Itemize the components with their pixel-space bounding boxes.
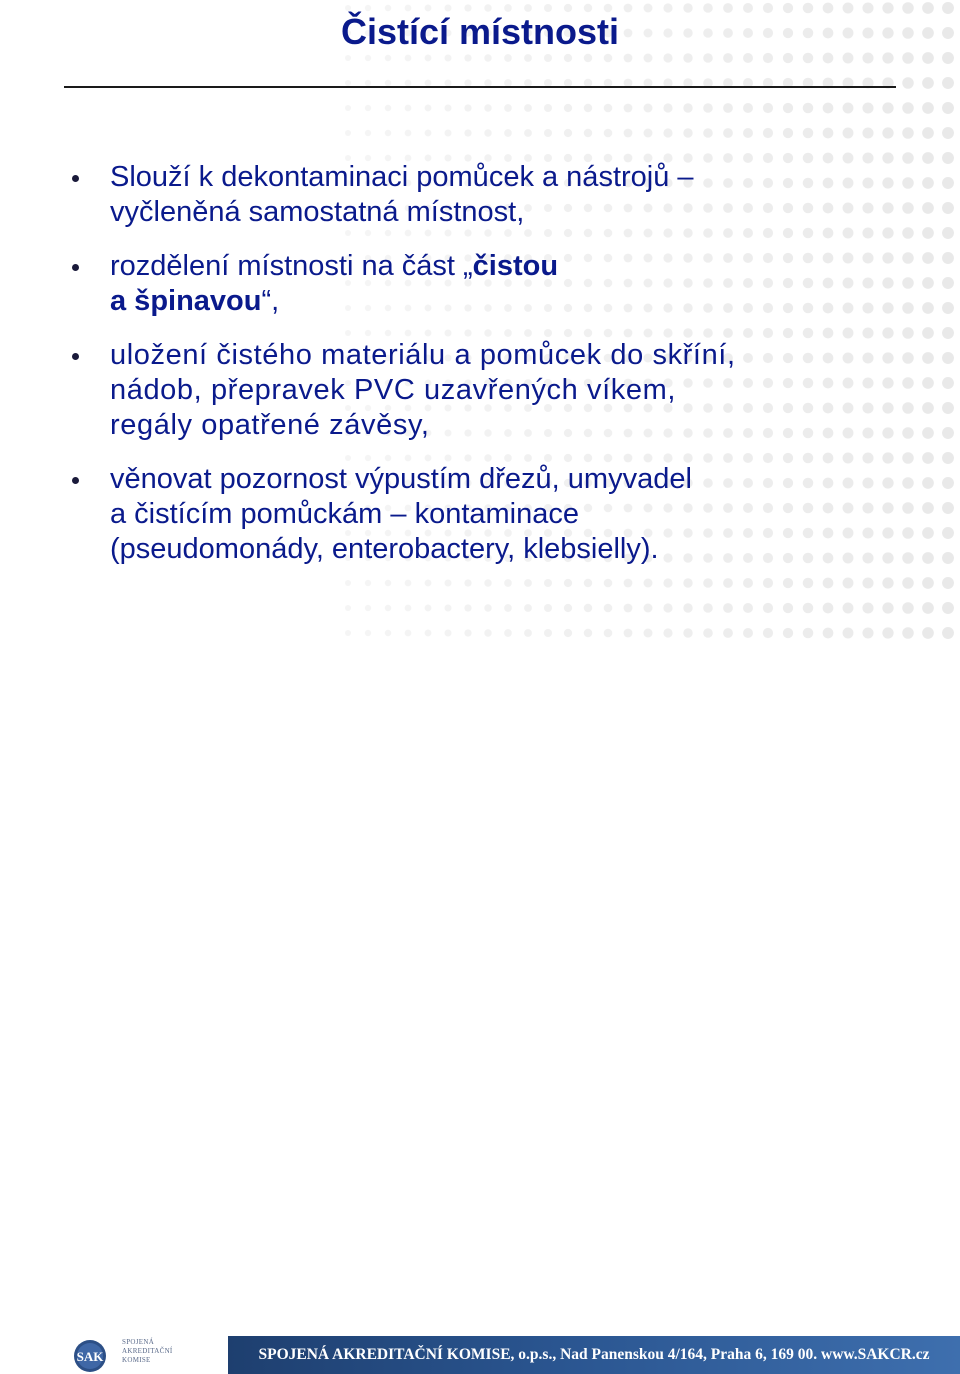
bullet-text: věnovat pozornost výpustím dřezů, umyvadel bbox=[110, 463, 692, 495]
background-dot bbox=[464, 104, 471, 111]
background-dot bbox=[444, 629, 451, 636]
background-dot bbox=[683, 128, 692, 137]
background-dot bbox=[942, 527, 954, 539]
background-dot bbox=[942, 177, 954, 189]
background-dot bbox=[703, 603, 713, 613]
background-dot bbox=[763, 628, 773, 638]
background-dot bbox=[942, 377, 954, 389]
background-dot bbox=[584, 129, 592, 137]
background-dot bbox=[803, 103, 814, 114]
background-dot bbox=[345, 105, 351, 111]
background-dot bbox=[942, 202, 954, 214]
background-dot bbox=[624, 104, 633, 113]
background-dot bbox=[624, 604, 633, 613]
background-dot bbox=[584, 629, 592, 637]
background-dot bbox=[942, 577, 954, 589]
background-dot bbox=[644, 629, 653, 638]
background-dot bbox=[524, 629, 532, 637]
bullet-line bbox=[110, 284, 942, 319]
background-dot bbox=[942, 227, 954, 239]
background-dot bbox=[902, 77, 914, 89]
background-dot bbox=[942, 302, 954, 314]
background-dot bbox=[783, 128, 793, 138]
background-dot bbox=[385, 630, 392, 637]
background-dot bbox=[922, 77, 934, 89]
background-dot bbox=[902, 102, 914, 114]
background-dot bbox=[683, 603, 692, 612]
background-dot bbox=[564, 129, 572, 137]
background-dot bbox=[683, 628, 692, 637]
bullet-text: rozdělení místnosti na část „ bbox=[110, 250, 473, 282]
background-dot bbox=[942, 552, 954, 564]
background-dot bbox=[882, 602, 893, 613]
background-dot bbox=[444, 604, 451, 611]
background-dot bbox=[922, 602, 934, 614]
background-dot bbox=[444, 104, 451, 111]
background-dot bbox=[942, 252, 954, 264]
background-dot bbox=[902, 127, 914, 139]
background-dot bbox=[604, 629, 613, 638]
background-dot bbox=[624, 129, 633, 138]
bullet-text: nádob, přepravek PVC uzavřených víkem, bbox=[110, 374, 677, 406]
background-dot bbox=[763, 603, 773, 613]
background-dot bbox=[843, 103, 854, 114]
background-dot bbox=[942, 102, 954, 114]
background-dot bbox=[444, 129, 451, 136]
background-dot bbox=[644, 129, 653, 138]
background-dot bbox=[385, 605, 392, 612]
bullet-line bbox=[110, 373, 942, 408]
background-dot bbox=[843, 628, 854, 639]
background-dot bbox=[703, 128, 713, 138]
background-dot bbox=[365, 605, 371, 611]
background-dot bbox=[743, 103, 753, 113]
bullet-line bbox=[110, 497, 942, 532]
background-dot bbox=[484, 129, 491, 136]
bullet-line bbox=[110, 195, 942, 230]
logo-caption bbox=[122, 1338, 173, 1365]
background-dot bbox=[663, 628, 672, 637]
background-dot bbox=[743, 603, 753, 613]
background-dot bbox=[544, 629, 552, 637]
background-dot bbox=[604, 604, 613, 613]
bullet-text-emphasis: a špinavou bbox=[110, 285, 262, 317]
footer-address: SPOJENÁ AKREDITAČNÍ KOMISE, o.p.s., Nad Panenskou 4/164, Praha 6, 169 00. www.SAKCR.cz bbox=[258, 1346, 930, 1363]
background-dot bbox=[484, 629, 491, 636]
background-dot bbox=[564, 604, 572, 612]
background-dot bbox=[365, 630, 371, 636]
background-dot bbox=[763, 128, 773, 138]
background-dot bbox=[683, 103, 692, 112]
bullet-dot bbox=[72, 477, 79, 484]
background-dot bbox=[942, 452, 954, 464]
background-dot bbox=[862, 627, 873, 638]
background-dot bbox=[902, 602, 914, 614]
background-dot bbox=[743, 628, 753, 638]
background-dot bbox=[783, 103, 793, 113]
bullet-text: a čistícím pomůckám – kontaminace bbox=[110, 498, 580, 530]
bullet-line bbox=[110, 249, 942, 284]
background-dot bbox=[663, 103, 672, 112]
background-dot bbox=[564, 104, 572, 112]
background-dot bbox=[922, 627, 934, 639]
bullet-line bbox=[110, 462, 942, 497]
logo-letters: SAK bbox=[76, 1349, 104, 1364]
bullet-text: Slouží k dekontaminaci pomůcek a nástrojů – bbox=[110, 161, 694, 193]
bullet-dot bbox=[72, 175, 79, 182]
background-dot bbox=[544, 604, 552, 612]
background-dot bbox=[882, 102, 893, 113]
background-dot bbox=[484, 104, 491, 111]
background-dot bbox=[942, 127, 954, 139]
background-dot bbox=[723, 603, 733, 613]
background-dot bbox=[544, 129, 552, 137]
bullet-text: regály opatřené závěsy, bbox=[110, 409, 430, 441]
bullet-item bbox=[72, 160, 942, 230]
bullet-text: vyčleněná samostatná místnost, bbox=[110, 196, 525, 228]
background-dot bbox=[365, 130, 371, 136]
background-dot bbox=[942, 602, 954, 614]
bullet-item bbox=[72, 338, 942, 443]
background-dot bbox=[425, 130, 432, 137]
background-dot bbox=[723, 128, 733, 138]
background-dot bbox=[584, 604, 592, 612]
background-dot bbox=[524, 604, 532, 612]
bullet-dot bbox=[72, 353, 79, 360]
background-dot bbox=[823, 128, 834, 139]
background-dot bbox=[385, 105, 392, 112]
background-dot bbox=[882, 127, 893, 138]
background-dot bbox=[425, 630, 432, 637]
background-dot bbox=[604, 129, 613, 138]
background-dot bbox=[922, 127, 934, 139]
background-dot bbox=[604, 104, 613, 113]
background-dot bbox=[405, 105, 412, 112]
background-dot bbox=[723, 628, 733, 638]
background-dot bbox=[464, 129, 471, 136]
bullet-text: uložení čistého materiálu a pomůcek do skříní, bbox=[110, 339, 736, 371]
bullet-item bbox=[72, 249, 942, 319]
background-dot bbox=[425, 605, 432, 612]
background-dot bbox=[803, 628, 814, 639]
background-dot bbox=[385, 130, 392, 137]
background-dot bbox=[823, 628, 834, 639]
title-underline bbox=[64, 86, 896, 88]
bullet-line bbox=[110, 338, 942, 373]
background-dot bbox=[942, 352, 954, 364]
background-dot bbox=[663, 128, 672, 137]
background-dot bbox=[345, 630, 351, 636]
logo-caption-line: AKREDITAČNÍ bbox=[122, 1347, 173, 1355]
background-dot bbox=[504, 629, 512, 637]
background-dot bbox=[783, 603, 793, 613]
background-dot bbox=[942, 277, 954, 289]
background-dot bbox=[803, 128, 814, 139]
background-dot bbox=[584, 104, 592, 112]
background-dot bbox=[405, 130, 412, 137]
background-dot bbox=[902, 627, 914, 639]
background-dot bbox=[862, 127, 873, 138]
background-dot bbox=[345, 130, 351, 136]
background-dot bbox=[644, 604, 653, 613]
slide-title: Čistící místnosti bbox=[340, 11, 620, 52]
bullet-list bbox=[72, 160, 942, 586]
background-dot bbox=[464, 629, 471, 636]
background-dot bbox=[783, 628, 793, 638]
background-dot bbox=[663, 603, 672, 612]
footer-band bbox=[228, 1336, 960, 1374]
background-dot bbox=[624, 629, 633, 638]
bullet-line bbox=[110, 408, 942, 443]
background-dot bbox=[942, 77, 954, 89]
background-dot bbox=[723, 103, 733, 113]
background-dot bbox=[803, 603, 814, 614]
background-dot bbox=[882, 627, 893, 638]
sak-logo-icon bbox=[72, 1338, 116, 1374]
background-dot bbox=[484, 604, 491, 611]
background-dot bbox=[942, 402, 954, 414]
background-dot bbox=[843, 128, 854, 139]
background-dot bbox=[365, 105, 371, 111]
bullet-text: (pseudomonády, enterobactery, klebsielly). bbox=[110, 533, 659, 565]
background-dot bbox=[862, 602, 873, 613]
background-dot bbox=[942, 627, 954, 639]
background-dot bbox=[544, 104, 552, 112]
logo-caption-line: SPOJENÁ bbox=[122, 1338, 155, 1346]
bullet-line bbox=[110, 532, 942, 567]
background-dot bbox=[823, 103, 834, 114]
background-dot bbox=[862, 102, 873, 113]
footer bbox=[0, 660, 960, 1364]
background-dot bbox=[922, 102, 934, 114]
background-dot bbox=[763, 103, 773, 113]
background-dot bbox=[942, 152, 954, 164]
background-dot bbox=[644, 104, 653, 113]
background-dot bbox=[405, 630, 412, 637]
background-dot bbox=[504, 604, 512, 612]
background-dot bbox=[524, 129, 532, 137]
background-dot bbox=[942, 477, 954, 489]
bullet-item bbox=[72, 462, 942, 567]
background-dot bbox=[345, 605, 351, 611]
background-dot bbox=[942, 502, 954, 514]
bullet-line bbox=[110, 160, 942, 195]
background-dot bbox=[425, 105, 432, 112]
background-dot bbox=[703, 628, 713, 638]
background-dot bbox=[703, 103, 713, 113]
background-dot bbox=[464, 604, 471, 611]
background-dot bbox=[524, 104, 532, 112]
background-dot bbox=[564, 629, 572, 637]
background-dot bbox=[843, 603, 854, 614]
logo-caption-line: KOMISE bbox=[122, 1356, 151, 1364]
background-dot bbox=[504, 104, 512, 112]
background-dot bbox=[405, 605, 412, 612]
bullet-text-emphasis: čistou bbox=[472, 250, 559, 282]
bullet-text: “, bbox=[261, 285, 280, 317]
background-dot bbox=[942, 327, 954, 339]
background-dot bbox=[743, 128, 753, 138]
background-dot bbox=[504, 129, 512, 137]
background-dot bbox=[942, 427, 954, 439]
background-dot bbox=[823, 603, 834, 614]
bullet-dot bbox=[72, 264, 79, 271]
